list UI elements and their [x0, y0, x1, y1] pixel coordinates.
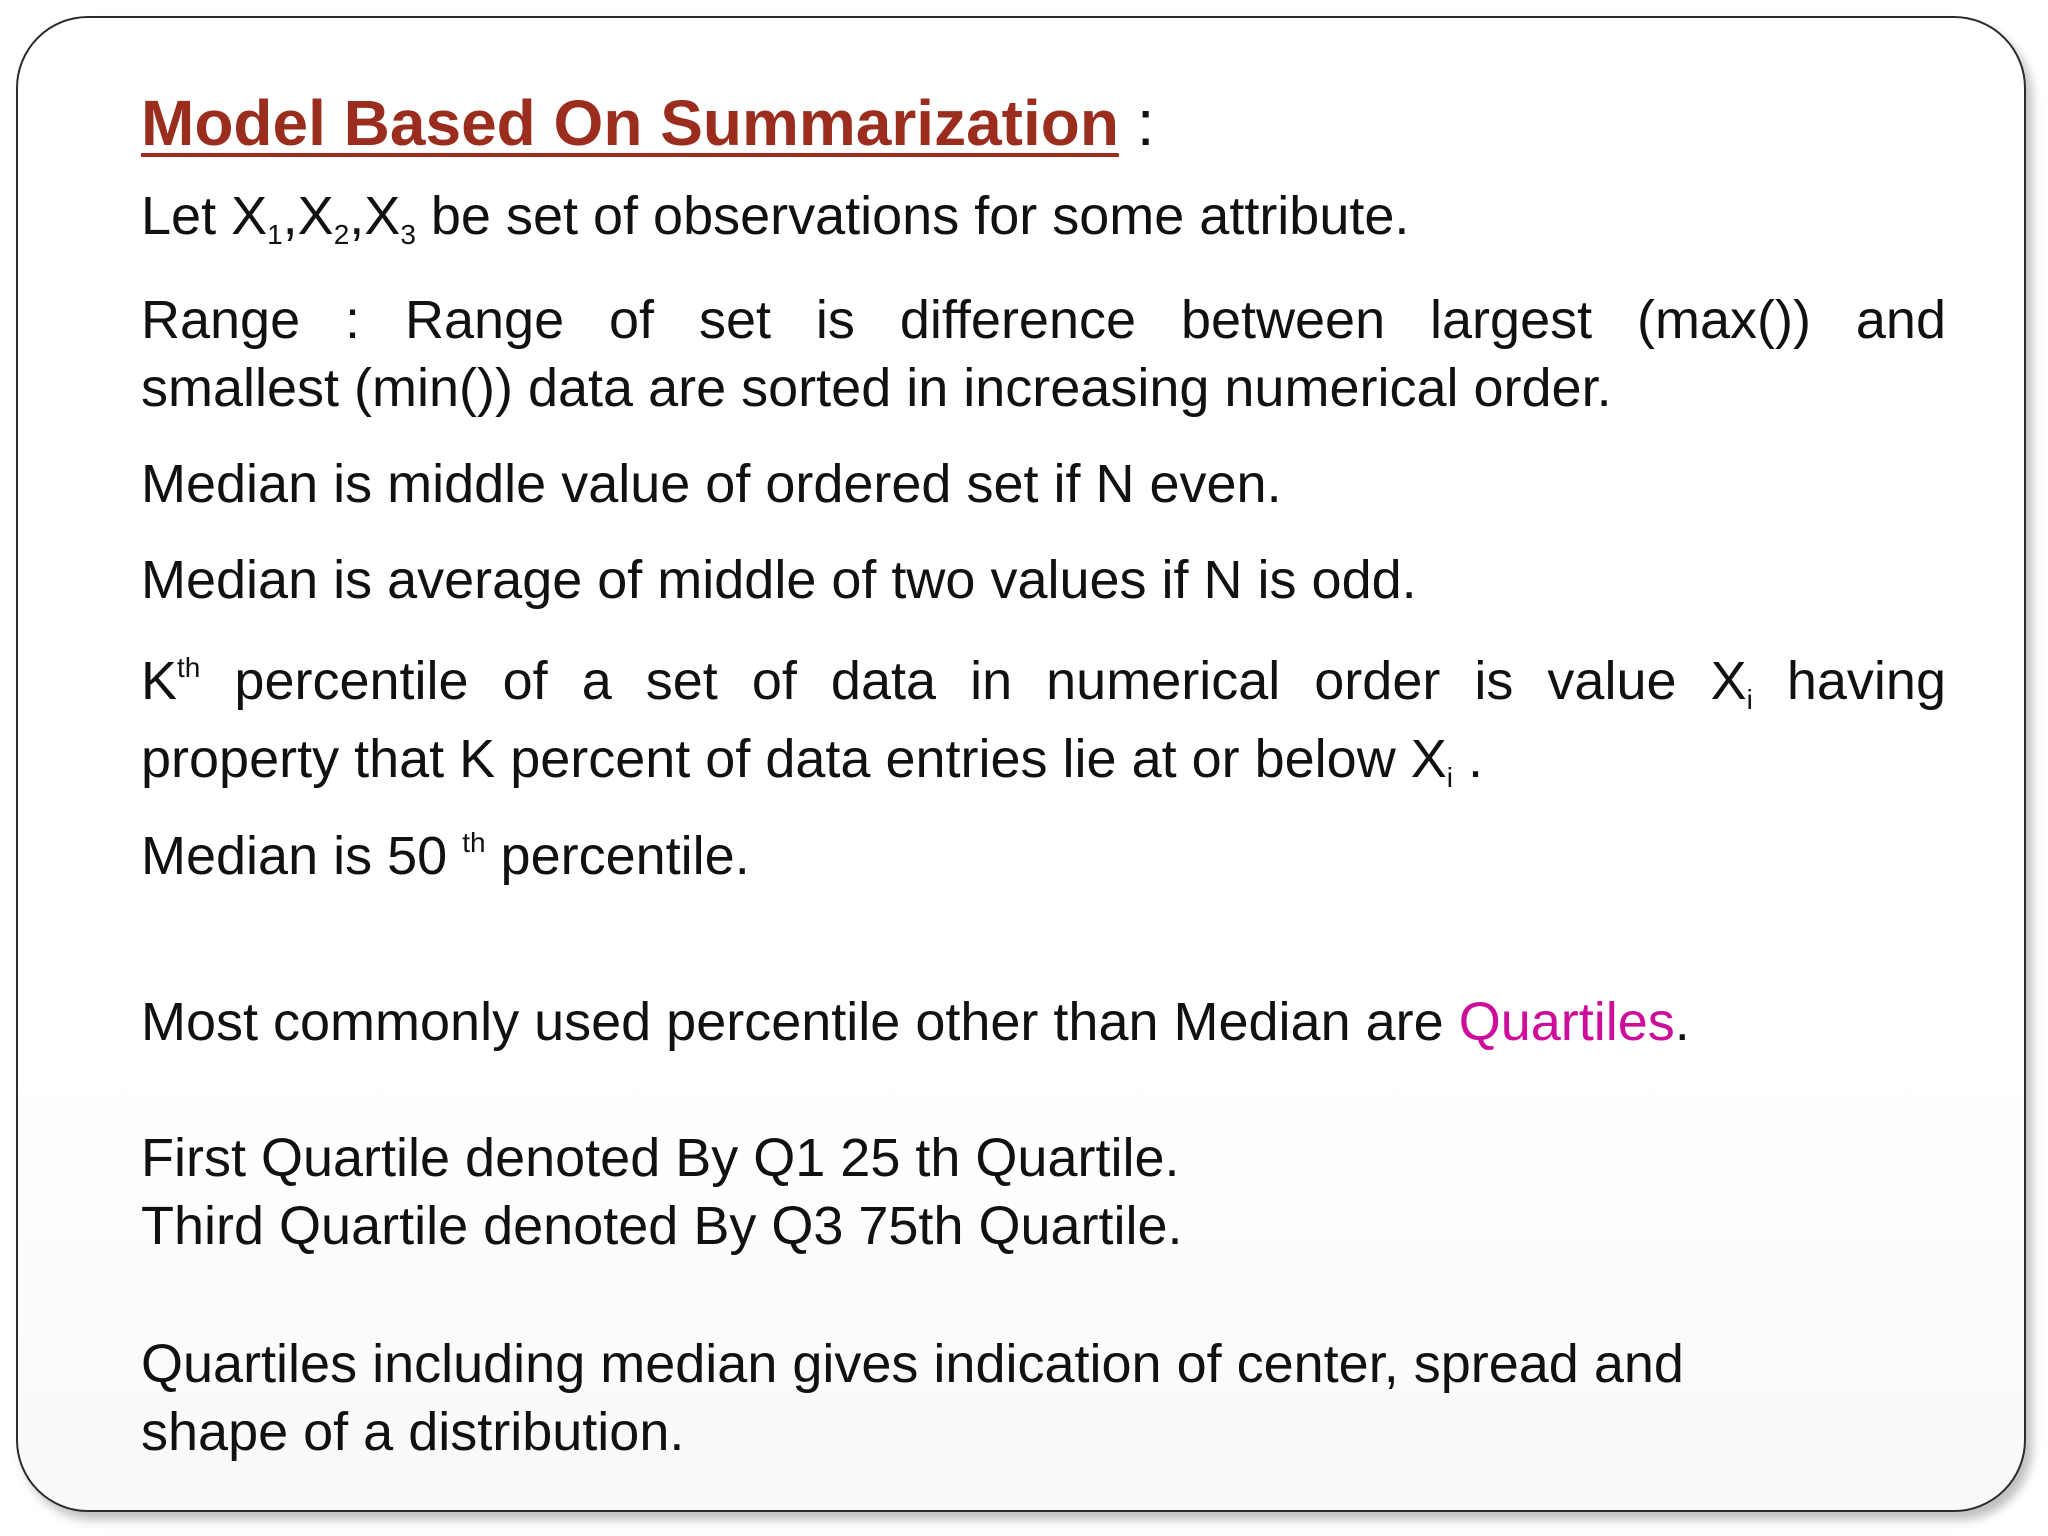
text-fragment: K [141, 651, 178, 711]
quartiles-line-2: shape of a distribution. [141, 1402, 685, 1462]
slide-title: Model Based On Summarization [141, 87, 1119, 159]
median-odd-line: Median is average of middle of two values if N is odd. [141, 550, 1417, 610]
text-fragment: ,X [282, 186, 334, 246]
title-colon: : [1118, 87, 1155, 159]
quartiles-highlight: Quartiles [1458, 992, 1675, 1052]
text-fragment: having [1752, 651, 1946, 711]
text-fragment: percentile. [485, 826, 750, 886]
range-line-1: Range : Range of set is difference between largest (max()) and [141, 290, 1946, 350]
superscript: th [177, 652, 201, 683]
slide-content [141, 84, 1946, 1466]
text-fragment: property that K percent of data entries lie at or below X [141, 729, 1447, 789]
range-paragraph [141, 286, 1946, 422]
median-50-line [141, 822, 1946, 890]
text-fragment: ,X [349, 186, 401, 246]
text-fragment: Median is 50 [141, 826, 463, 886]
observations-line [141, 182, 1946, 250]
text-fragment: percentile of a set of data in numerical order is value X [200, 651, 1747, 711]
first-quartile-line: First Quartile denoted By Q1 25 th Quartile. [141, 1128, 1180, 1188]
percentile-line-1 [141, 642, 1946, 720]
subscript: 2 [333, 219, 350, 250]
text-fragment: . [1674, 992, 1690, 1052]
quartiles-paragraph [141, 1330, 1946, 1466]
subscript: i [1446, 762, 1453, 793]
title-line [141, 84, 1946, 162]
subscript: i [1746, 684, 1753, 715]
third-quartile-line: Third Quartile denoted By Q3 75th Quartile. [141, 1196, 1183, 1256]
subscript: 3 [400, 219, 416, 250]
common-percentile-line [141, 988, 1946, 1056]
text-fragment: Most commonly used percentile other than Median are [141, 992, 1459, 1052]
percentile-paragraph [141, 642, 1946, 798]
range-line-2: smallest (min()) data are sorted in increasing numerical order. [141, 358, 1612, 418]
median-even-line: Median is middle value of ordered set if N even. [141, 454, 1282, 514]
subscript: 1 [267, 219, 283, 250]
percentile-line-2 [141, 720, 1946, 798]
superscript: th [462, 827, 486, 858]
text-fragment: Let X [141, 186, 268, 246]
quartiles-line-1: Quartiles including median gives indication of center, spread and [141, 1334, 1684, 1394]
text-fragment: . [1452, 729, 1483, 789]
text-fragment: be set of observations for some attribute. [415, 186, 1410, 246]
